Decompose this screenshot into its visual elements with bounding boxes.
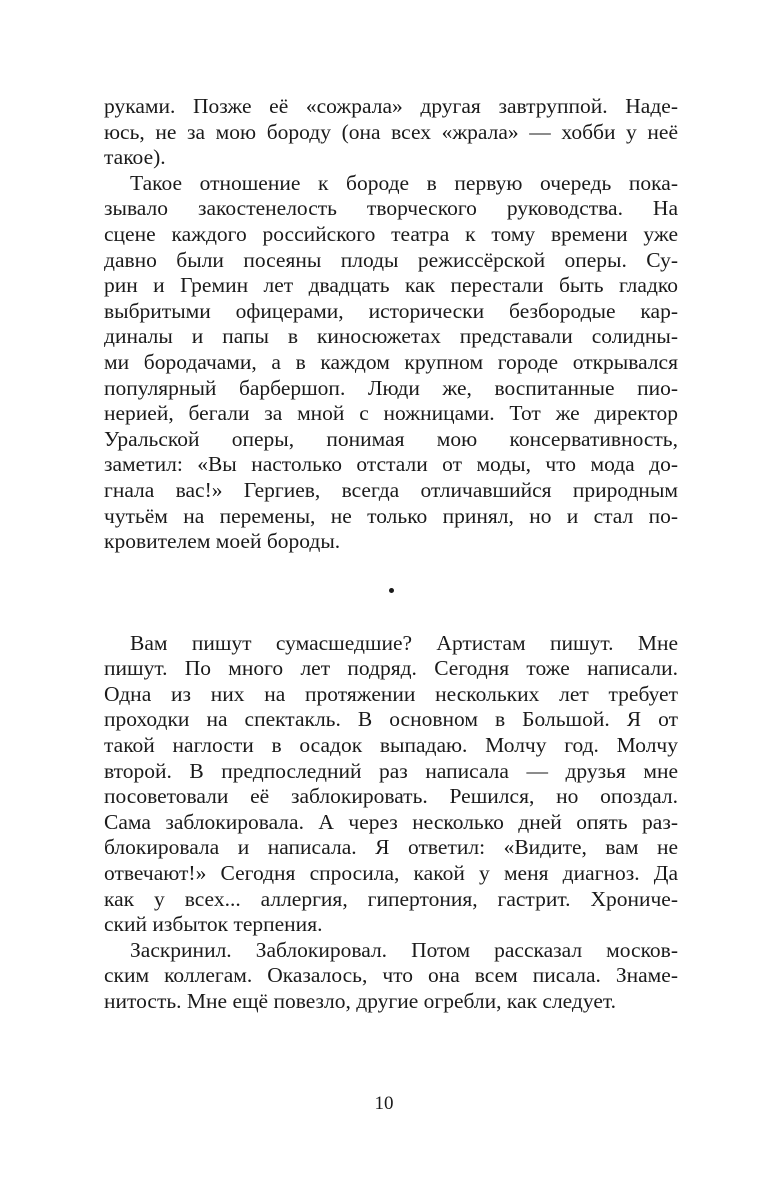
text-line: сцене каждого российского театра к тому времени уже bbox=[104, 221, 678, 246]
page-text bbox=[104, 94, 678, 1015]
text-line: блокировала и написала. Я ответил: «Видите, вам не bbox=[104, 835, 678, 860]
text-line: второй. В предпоследний раз написала — друзья мне bbox=[104, 758, 678, 783]
page-number: 10 bbox=[374, 1093, 394, 1114]
text-line: Сама заблокировала. А через несколько дней опять раз- bbox=[104, 809, 678, 834]
text-line: Уральской оперы, понимая мою консервативность, bbox=[104, 426, 678, 451]
text-line: отвечают!» Сегодня спросила, какой у меня диагноз. Да bbox=[104, 861, 678, 886]
paragraph bbox=[104, 171, 678, 555]
text-line: такой наглости в осадок выпадаю. Молчу год. Молчу bbox=[104, 733, 678, 758]
text-line: чутьём на перемены, не только принял, но и стал по- bbox=[104, 503, 678, 528]
text-line: проходки на спектакль. В основном в Большой. Я от bbox=[104, 707, 678, 732]
text-line: кровителем моей бороды. bbox=[104, 529, 341, 554]
text-line: Заскринил. Заблокировал. Потом рассказал москов- bbox=[130, 937, 678, 962]
text-line: нитость. Мне ещё повезло, другие огребли, как следует. bbox=[104, 989, 617, 1013]
text-line: как у всех... аллергия, гипертония, гастрит. Хрониче- bbox=[104, 886, 678, 911]
text-block-after-break bbox=[104, 631, 678, 1015]
text-line: давно были посеяны плоды режиссёрской оперы. Су- bbox=[104, 247, 678, 272]
text-line: нерией, бегали за мной с ножницами. Тот же директор bbox=[104, 401, 678, 426]
text-line: рин и Гремин лет двадцать как перестали быть гладко bbox=[104, 273, 678, 298]
text-line: такое). bbox=[104, 145, 166, 170]
section-break bbox=[104, 555, 678, 631]
text-line: ми бородачами, а в каждом крупном городе открывался bbox=[104, 349, 678, 374]
text-line: популярный барбершоп. Люди же, воспитанные пио- bbox=[104, 375, 678, 400]
text-line: диналы и папы в киносюжетах представали солидны- bbox=[104, 324, 678, 349]
text-line: руками. Позже её «сожрала» другая завтруппой. Наде- bbox=[104, 94, 678, 118]
text-line: ский избыток терпения. bbox=[104, 912, 323, 937]
text-line: Вам пишут сумасшедшие? Артистам пишут. Мне bbox=[130, 630, 678, 655]
text-line: Одна из них на протяжении нескольких лет требует bbox=[104, 681, 678, 706]
text-line: зывало закостенелость творческого руководства. На bbox=[104, 196, 678, 221]
text-line: гнала вас!» Гергиев, всегда отличавшийся природным bbox=[104, 477, 678, 502]
text-line: юсь, не за мою бороду (она всех «жрала» — хобби у неё bbox=[104, 119, 678, 144]
paragraph bbox=[104, 631, 678, 938]
section-break-dot bbox=[389, 588, 394, 593]
text-line: Такое отношение к бороде в первую очередь пока- bbox=[130, 170, 678, 195]
text-line: пишут. По много лет подряд. Сегодня тоже написали. bbox=[104, 656, 678, 681]
text-line: ским коллегам. Оказалось, что она всем писала. Знаме- bbox=[104, 963, 678, 988]
text-block-before-break bbox=[104, 94, 678, 555]
text-line: посоветовали её заблокировать. Решился, но опоздал. bbox=[104, 784, 678, 809]
text-line: заметил: «Вы настолько отстали от моды, что мода до- bbox=[104, 452, 678, 477]
paragraph bbox=[104, 938, 678, 1015]
text-line: выбритыми офицерами, исторически безбородые кар- bbox=[104, 298, 678, 323]
paragraph bbox=[104, 94, 678, 171]
